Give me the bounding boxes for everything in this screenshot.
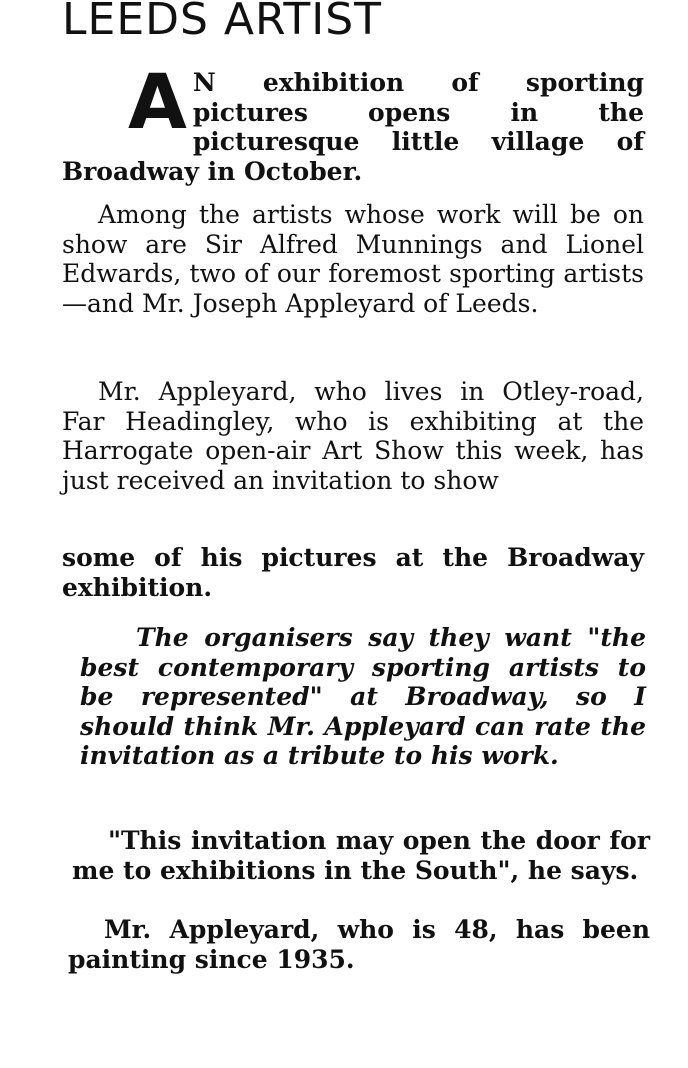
paragraph-intro-text: N exhibition of sporting pictures opens in the picturesque little village of Broadway in October. (62, 68, 644, 186)
paragraph-intro (62, 57, 644, 186)
paragraph-artists: Among the artists whose work will be on show are Sir Alfred Munnings and Lionel Edwards, two of our foremost sporting artists—and Mr. Joseph Appleyard of Leeds. (62, 200, 644, 318)
paragraph-organisers: The organisers say they want "the best contemporary sporting artists to be represented" at Broadway, so I should think Mr. Appleyard can rate the invitation as a tribute to his work. (80, 623, 646, 770)
drop-cap: A (128, 57, 187, 146)
paragraph-quote: "This invitation may open the door for me to exhibitions in the South", he says. (72, 826, 650, 885)
paragraph-appleyard: Mr. Appleyard, who lives in Otley-road, Far Headingley, who is exhibiting at the Harrogate open-air Art Show this week, has just received an invitation to show (62, 377, 644, 495)
headline: LEEDS ARTIST (62, 0, 383, 45)
paragraph-age: Mr. Appleyard, who is 48, has been painting since 1935. (68, 915, 650, 974)
paragraph-broadway: some of his pictures at the Broadway exhibition. (62, 543, 644, 602)
